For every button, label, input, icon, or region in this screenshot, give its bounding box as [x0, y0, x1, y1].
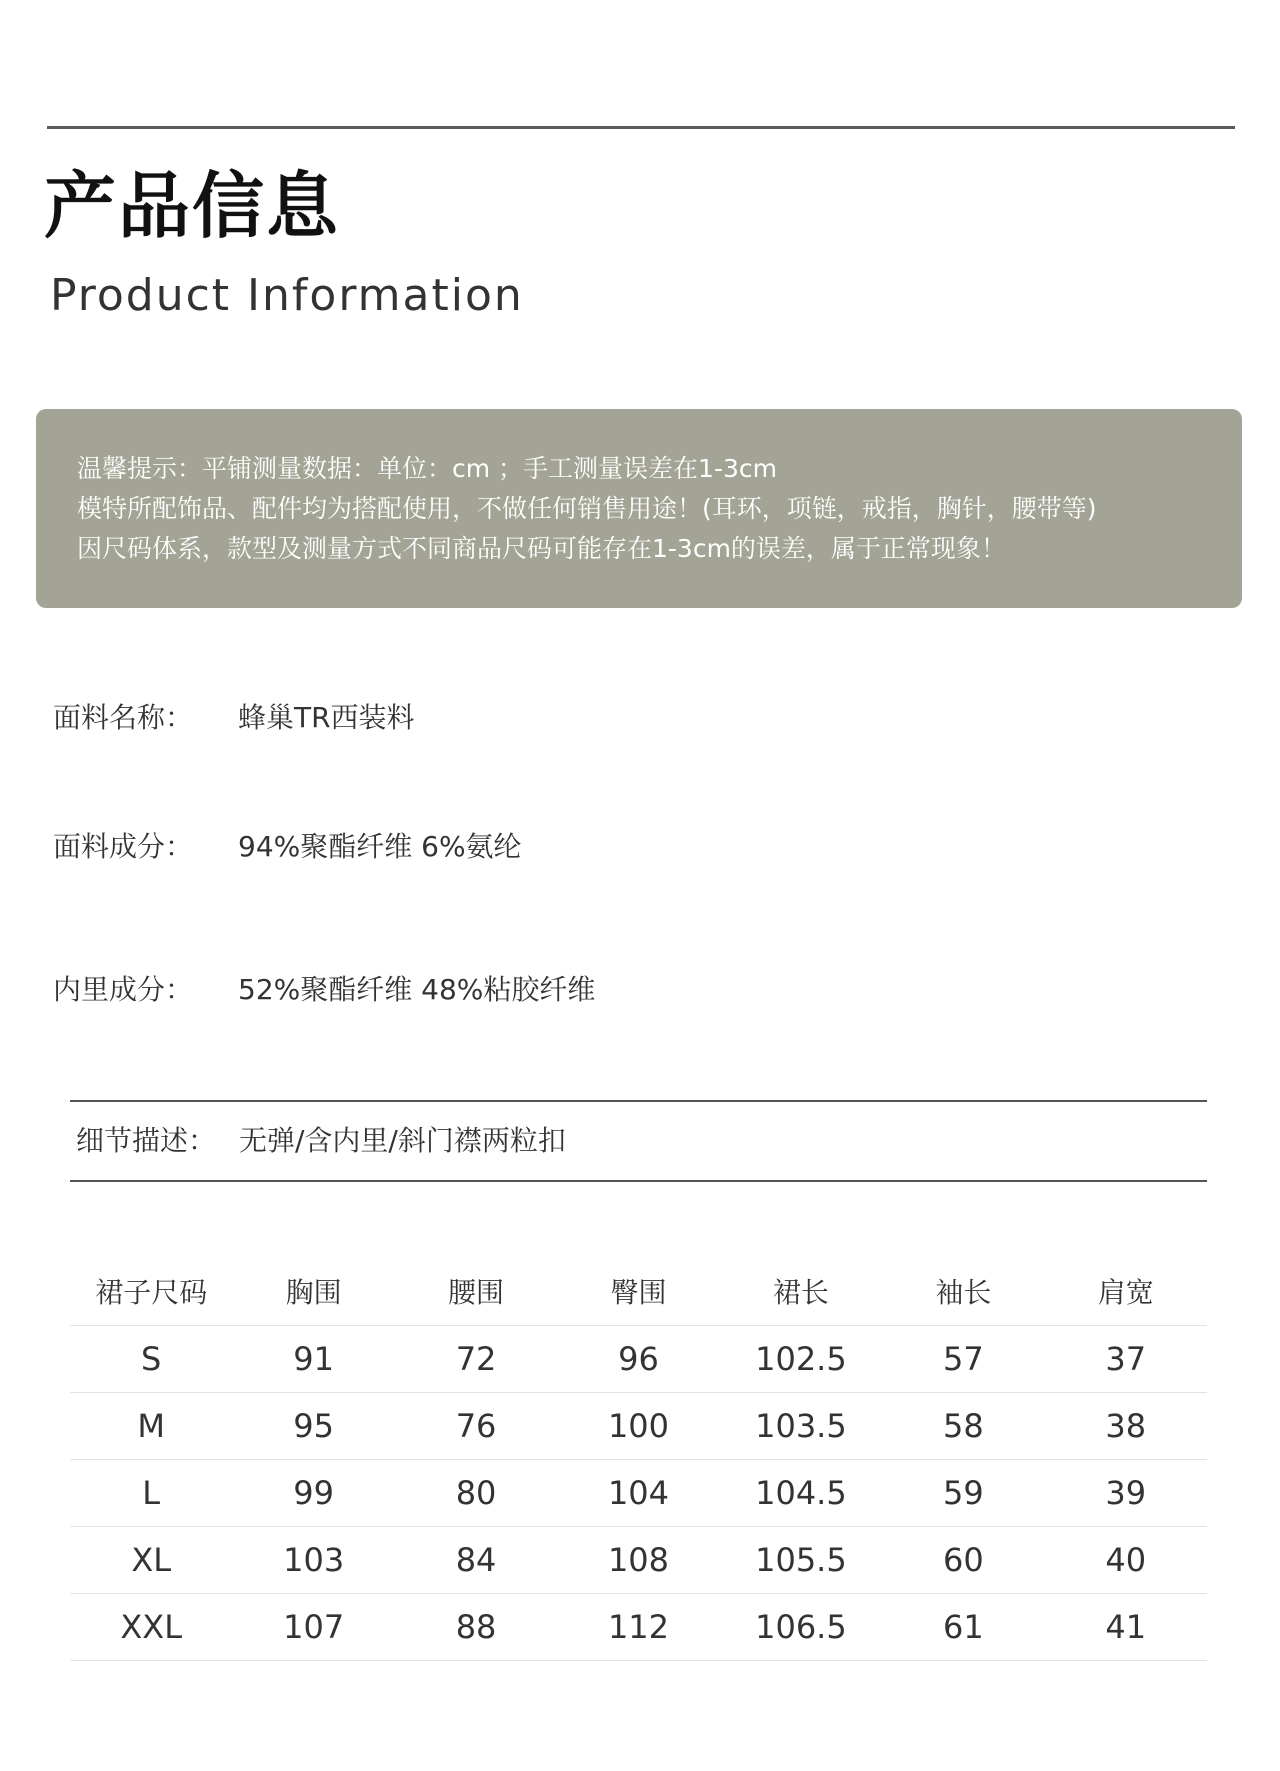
header-cell: 裙子尺码 [95, 1276, 208, 1309]
table-cell: 58 [882, 1393, 1044, 1460]
table-cell: 104 [557, 1460, 719, 1527]
notice-line: 因尺码体系，款型及测量方式不同商品尺码可能存在1-3cm的误差，属于正常现象！ [77, 534, 1006, 563]
fabric-composition-label: 面料成分： [53, 830, 194, 863]
table-cell: 107 [232, 1594, 394, 1661]
fabric-name-row [53, 701, 415, 734]
top-divider [47, 126, 1235, 129]
table-cell: 105.5 [720, 1527, 882, 1594]
table-cell: 57 [882, 1326, 1044, 1393]
table-row [70, 1527, 1207, 1594]
notice-line: 模特所配饰品、配件均为搭配使用，不做任何销售用途！(耳环，项链，戒指，胸针，腰带等) [77, 494, 1097, 523]
table-cell: 103 [232, 1527, 394, 1594]
table-cell: 72 [395, 1326, 557, 1393]
table-cell: 38 [1045, 1393, 1207, 1460]
table-cell: 84 [395, 1527, 557, 1594]
table-cell: 41 [1045, 1594, 1207, 1661]
table-cell: L [70, 1460, 232, 1527]
header-cell: 胸围 [285, 1276, 342, 1309]
table-cell: 91 [232, 1326, 394, 1393]
lining-composition-label: 内里成分： [53, 973, 194, 1006]
notice-box [36, 409, 1242, 608]
table-cell: 80 [395, 1460, 557, 1527]
table-cell: XXL [70, 1594, 232, 1661]
notice-line: 温馨提示：平铺测量数据：单位：cm ；手工测量误差在1-3cm [77, 454, 777, 483]
size-table [70, 1257, 1207, 1661]
table-cell: 39 [1045, 1460, 1207, 1527]
table-cell: 103.5 [720, 1393, 882, 1460]
fabric-name-label: 面料名称： [53, 701, 194, 734]
header-cell: 裙长 [772, 1276, 829, 1309]
table-row [70, 1460, 1207, 1527]
header-cell: 袖长 [935, 1276, 992, 1309]
fabric-composition-value: 94%聚酯纤维 6%氨纶 [238, 830, 522, 863]
table-cell: 88 [395, 1594, 557, 1661]
table-cell: 108 [557, 1527, 719, 1594]
detail-bottom-divider [70, 1180, 1207, 1182]
table-row [70, 1393, 1207, 1460]
detail-value: 无弹/含内里/斜门襟两粒扣 [239, 1124, 566, 1157]
detail-top-divider [70, 1100, 1207, 1102]
table-cell: 104.5 [720, 1460, 882, 1527]
detail-label: 细节描述： [76, 1124, 217, 1157]
fabric-name-value: 蜂巢TR西装料 [238, 701, 415, 734]
table-cell: 102.5 [720, 1326, 882, 1393]
size-table-header [70, 1257, 1207, 1326]
table-cell: 59 [882, 1460, 1044, 1527]
table-cell: 40 [1045, 1527, 1207, 1594]
detail-row [76, 1124, 566, 1157]
table-cell: M [70, 1393, 232, 1460]
table-cell: 99 [232, 1460, 394, 1527]
header-cell: 腰围 [448, 1276, 505, 1309]
table-cell: 95 [232, 1393, 394, 1460]
fabric-composition-row [53, 830, 522, 863]
table-cell: 61 [882, 1594, 1044, 1661]
table-row [70, 1326, 1207, 1393]
header-cell: 肩宽 [1097, 1276, 1154, 1309]
table-cell: S [70, 1326, 232, 1393]
table-row [70, 1594, 1207, 1661]
table-cell: 106.5 [720, 1594, 882, 1661]
table-cell: 96 [557, 1326, 719, 1393]
page-subtitle: Product Information [50, 270, 524, 321]
table-cell: 112 [557, 1594, 719, 1661]
lining-composition-row [53, 973, 596, 1006]
table-cell: 100 [557, 1393, 719, 1460]
lining-composition-value: 52%聚酯纤维 48%粘胶纤维 [238, 973, 596, 1006]
table-cell: 37 [1045, 1326, 1207, 1393]
header-cell: 臀围 [610, 1276, 667, 1309]
table-cell: XL [70, 1527, 232, 1594]
page-title: 产品信息 [44, 164, 341, 248]
table-cell: 76 [395, 1393, 557, 1460]
table-cell: 60 [882, 1527, 1044, 1594]
